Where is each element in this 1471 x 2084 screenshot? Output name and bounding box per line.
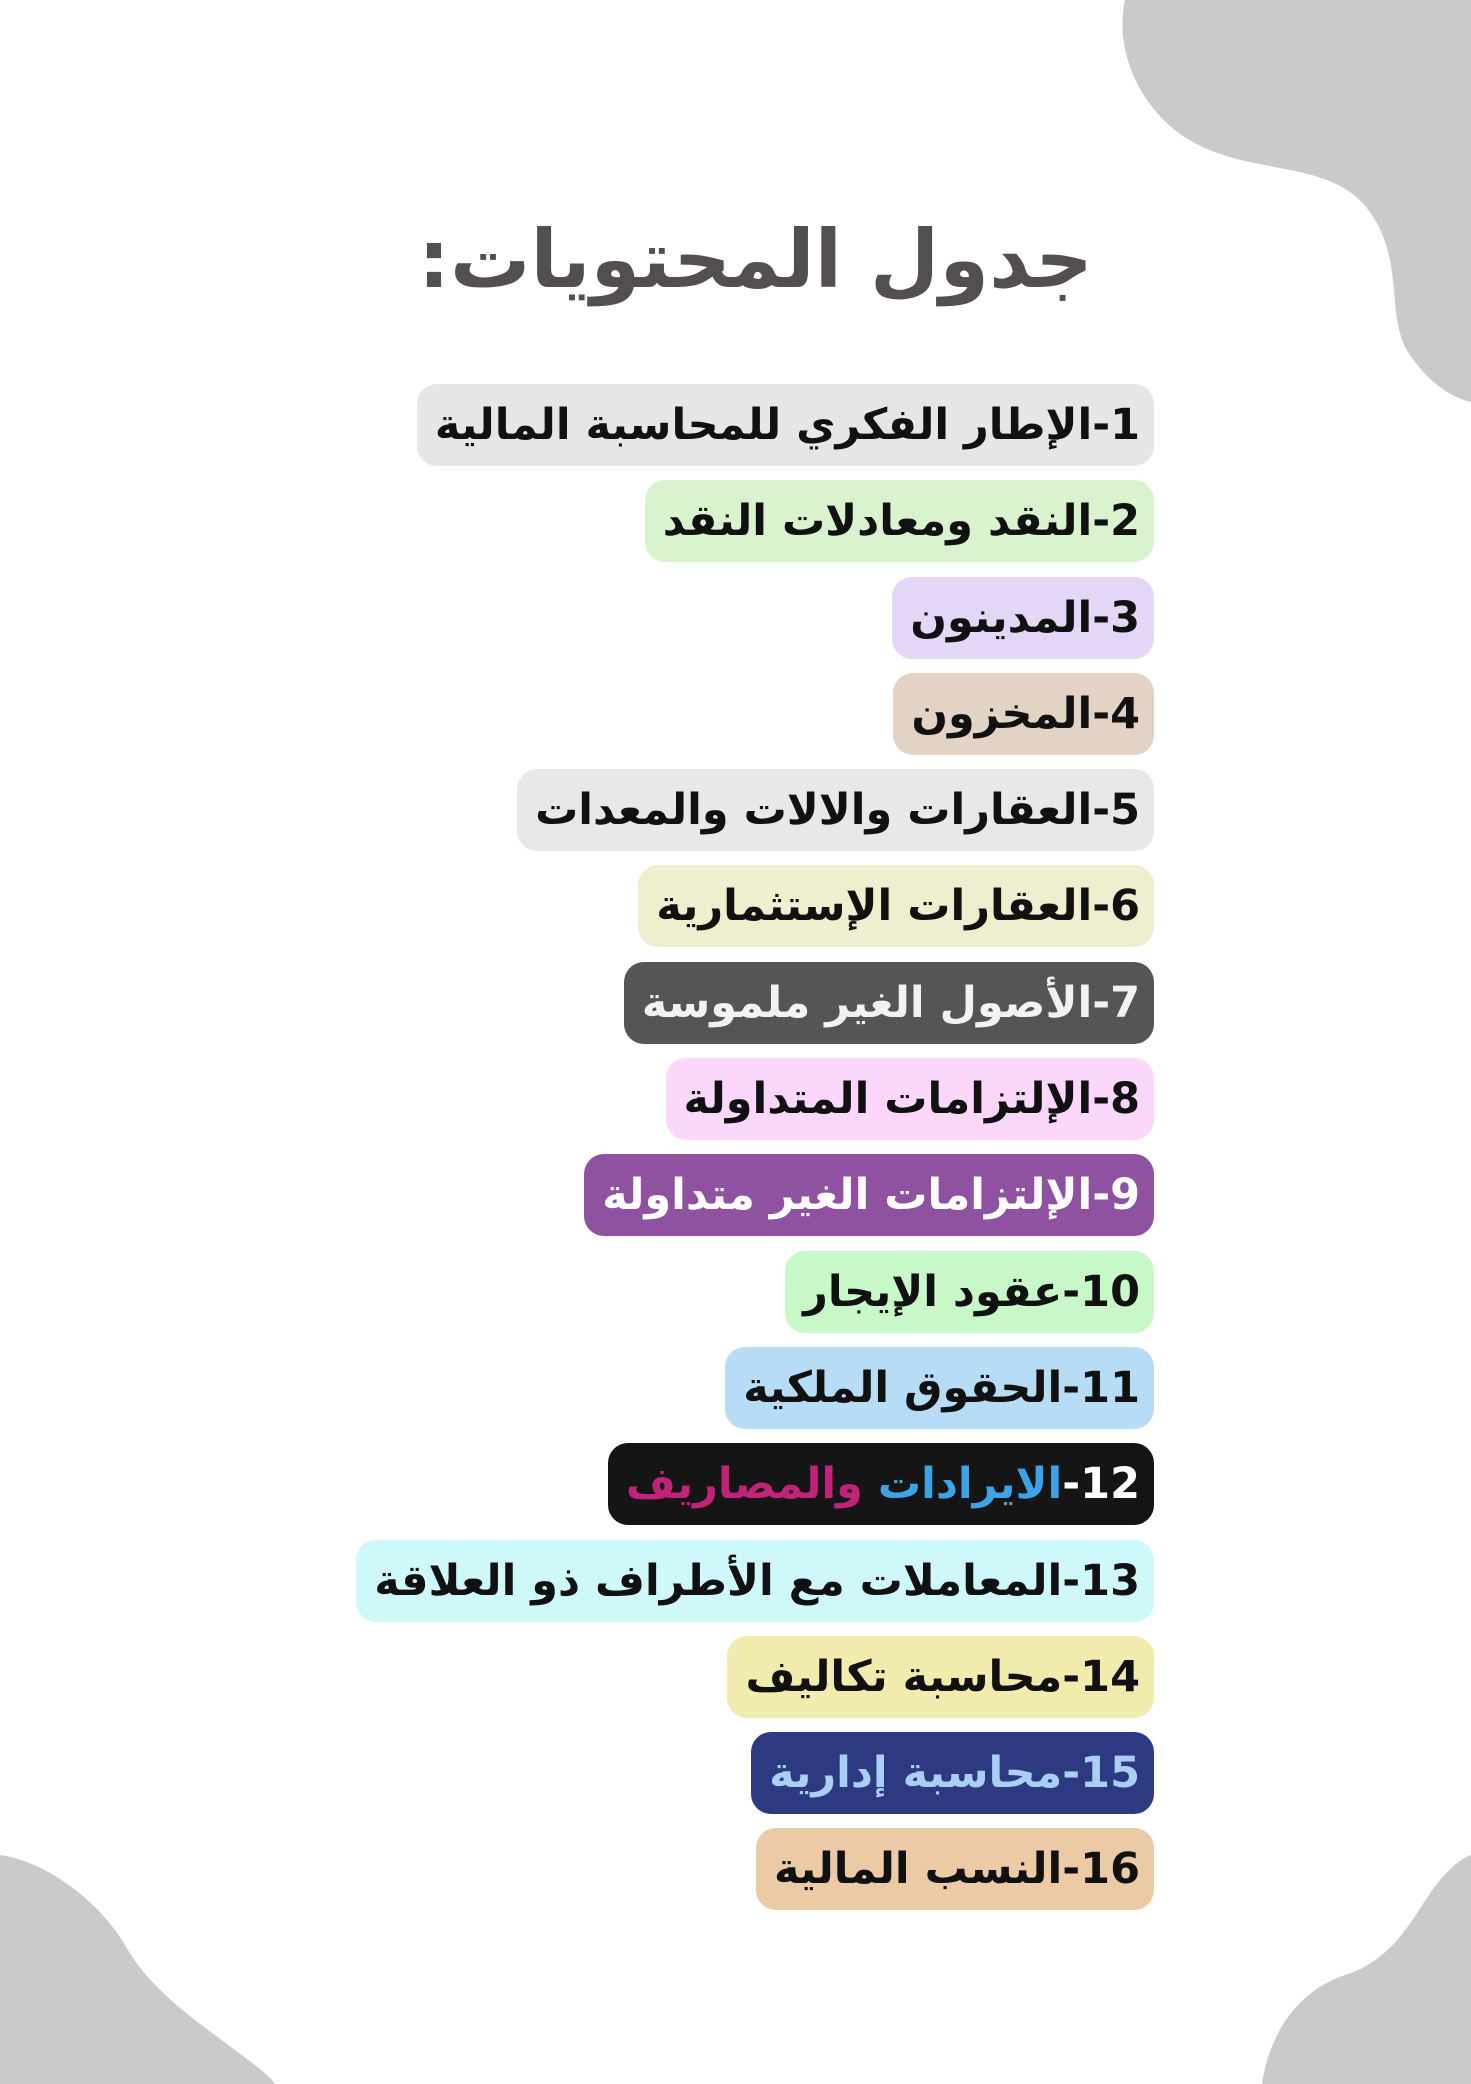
toc-item-label: محاسبة تكاليف — [745, 1651, 1063, 1702]
toc-item-separator: - — [1092, 1170, 1111, 1221]
toc-item-separator: - — [1062, 1555, 1081, 1606]
toc-item-3 — [892, 577, 1154, 659]
toc-item-number: 3 — [1110, 592, 1140, 643]
toc-item-label: العقارات والالات والمعدات — [535, 785, 1093, 836]
toc-item-9 — [584, 1154, 1154, 1236]
toc-item-6 — [638, 865, 1154, 947]
toc-item-label: الأصول الغير ملموسة — [641, 977, 1093, 1028]
toc-item-separator: - — [1062, 1459, 1081, 1510]
toc-item-label-part-1: الايرادات — [877, 1459, 1063, 1510]
page-title: جدول المحتويات: — [418, 213, 1093, 306]
toc-item-number: 6 — [1110, 881, 1140, 932]
toc-item-number: 12 — [1080, 1459, 1140, 1510]
toc-item-label: الإلتزامات الغير متداولة — [602, 1170, 1093, 1221]
toc-item-7 — [624, 962, 1154, 1044]
toc-item-label: النقد ومعادلات النقد — [662, 496, 1093, 547]
toc-item-number: 4 — [1110, 688, 1140, 739]
toc-item-10 — [785, 1251, 1154, 1333]
toc-item-label: المدينون — [910, 592, 1093, 643]
toc-item-separator: - — [1062, 1362, 1081, 1413]
toc-item-label: المعاملات مع الأطراف ذو العلاقة — [374, 1555, 1063, 1606]
toc-item-number: 9 — [1110, 1170, 1140, 1221]
top-right-blob — [1122, 0, 1471, 402]
toc-item-label: عقود الإيجار — [803, 1266, 1063, 1317]
toc-item-separator: - — [1092, 881, 1111, 932]
toc-item-separator: - — [1062, 1748, 1081, 1799]
toc-item-number: 11 — [1080, 1362, 1140, 1413]
toc-item-label: الإلتزامات المتداولة — [683, 1074, 1093, 1125]
toc-item-separator: - — [1062, 1266, 1081, 1317]
toc-item-label: الحقوق الملكية — [743, 1362, 1063, 1413]
toc-item-label: المخزون — [911, 688, 1093, 739]
toc-item-number: 1 — [1110, 400, 1140, 450]
toc-item-15 — [751, 1732, 1154, 1814]
toc-item-number: 14 — [1080, 1651, 1140, 1702]
toc-item-separator: - — [1092, 688, 1111, 739]
toc-item-12 — [608, 1443, 1154, 1525]
toc-item-separator: - — [1092, 785, 1111, 836]
toc-item-13 — [356, 1540, 1154, 1622]
toc-item-number: 2 — [1110, 496, 1140, 547]
toc-item-11 — [725, 1347, 1154, 1429]
toc-item-separator: - — [1062, 1844, 1081, 1895]
bottom-right-blob — [1262, 1855, 1471, 2084]
toc-item-4 — [893, 673, 1154, 755]
toc-item-number: 8 — [1110, 1074, 1140, 1125]
toc-item-number: 13 — [1080, 1555, 1140, 1606]
table-of-contents — [154, 384, 1154, 1925]
toc-item-separator: - — [1092, 977, 1111, 1028]
toc-item-16 — [756, 1828, 1154, 1910]
toc-item-label: العقارات الإستثمارية — [656, 881, 1093, 932]
toc-item-14 — [727, 1636, 1154, 1718]
toc-item-separator: - — [1092, 592, 1111, 643]
toc-item-separator: - — [1092, 496, 1111, 547]
toc-item-label: محاسبة إدارية — [769, 1748, 1063, 1799]
toc-item-5 — [517, 769, 1154, 851]
toc-item-separator: - — [1092, 1074, 1111, 1125]
toc-item-label: النسب المالية — [773, 1844, 1063, 1895]
toc-item-1 — [417, 384, 1154, 466]
toc-item-label-part-2: والمصاريف — [625, 1459, 863, 1510]
toc-item-separator: - — [1062, 1651, 1081, 1702]
toc-item-number: 15 — [1080, 1748, 1140, 1799]
toc-item-2 — [645, 480, 1154, 562]
toc-item-8 — [666, 1058, 1154, 1140]
toc-item-number: 10 — [1080, 1266, 1140, 1317]
toc-item-number: 16 — [1080, 1844, 1140, 1895]
toc-item-number: 7 — [1110, 977, 1140, 1028]
toc-item-label: الإطار الفكري للمحاسبة المالية — [434, 400, 1093, 450]
toc-item-separator: - — [1092, 400, 1111, 450]
toc-item-number: 5 — [1110, 785, 1140, 836]
